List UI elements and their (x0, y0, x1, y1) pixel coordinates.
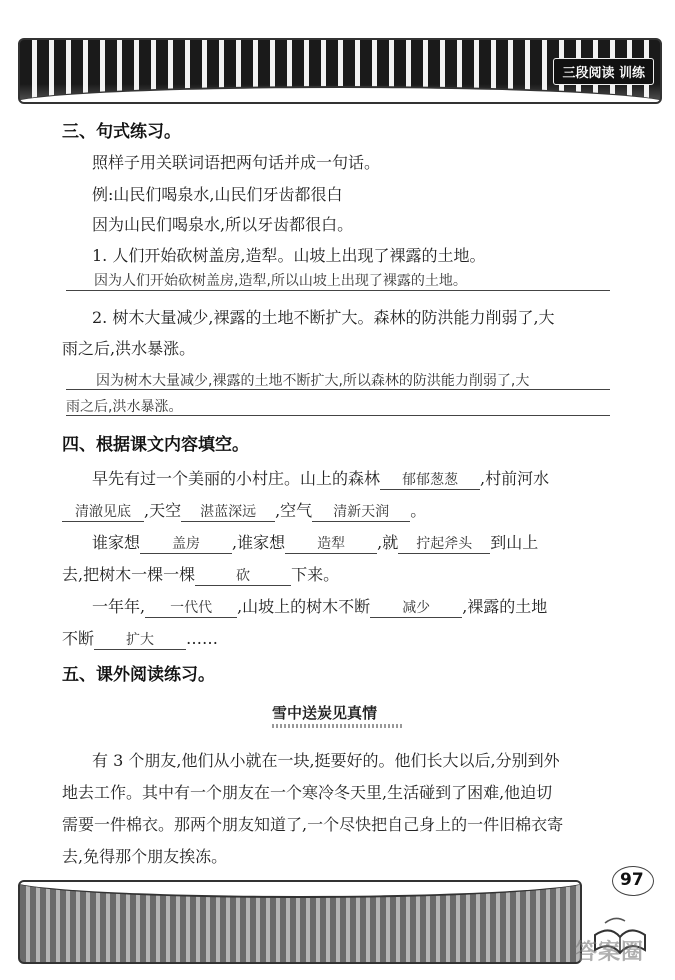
example-prompt: 例:山民们喝泉水,山民们牙齿都很白 (92, 185, 343, 204)
fill-blank-decrease: 减少 (370, 599, 462, 618)
fill-line-4 (62, 562, 339, 586)
fill-blank-axe: 拧起斧头 (398, 535, 490, 554)
fill-line-5 (92, 594, 547, 618)
fill-blank-plough: 造犁 (285, 535, 377, 554)
fill-text: 下来。 (291, 565, 340, 584)
section3-instruction: 照样子用关联词语把两句话并成一句话。 (92, 153, 381, 172)
answer-2-line1: 因为树木大量减少,裸露的土地不断扩大,所以森林的防洪能力削弱了,大 (96, 373, 530, 389)
fill-blank-expand: 扩大 (94, 631, 186, 650)
watermark-logo: 答案圈 (575, 940, 645, 965)
question-2-line1: 2. 树木大量减少,裸露的土地不断扩大。森林的防洪能力削弱了,大 (92, 308, 555, 327)
fill-text: 到山上 (490, 533, 539, 552)
passage-title-underline (272, 724, 402, 728)
answer-line (66, 389, 610, 390)
fill-text: ,空气 (275, 501, 313, 520)
fill-text: ,裸露的土地 (462, 597, 548, 616)
section3-title: 三、句式练习。 (62, 122, 181, 142)
fill-blank-river: 清澈见底 (62, 503, 144, 522)
fill-blank-sky: 湛蓝深远 (181, 503, 275, 522)
fill-blank-generations: 一代代 (145, 599, 237, 618)
question-2-line2: 雨之后,洪水暴涨。 (62, 339, 196, 358)
fill-text: 谁家想 (92, 533, 141, 552)
fill-text: 一年年, (92, 597, 146, 616)
footer-wave-decor (18, 880, 582, 898)
header-band (18, 38, 662, 104)
fill-text: ,山坡上的树木不断 (237, 597, 371, 616)
footer-band (18, 880, 582, 964)
passage-line: 需要一件棉衣。那两个朋友知道了,一个尽快把自己身上的一件旧棉衣寄 (62, 815, 564, 834)
section4-title: 四、根据课文内容填空。 (62, 435, 249, 455)
fill-line-1 (92, 466, 549, 490)
fill-blank-forest: 郁郁葱葱 (380, 471, 480, 490)
passage-line: 地去工作。其中有一个朋友在一个寒冷冬天里,生活碰到了困难,他迫切 (62, 783, 553, 802)
fill-text: …… (186, 629, 219, 648)
fill-text: ,村前河水 (480, 469, 550, 488)
series-label: 三段阅读 训练 (553, 58, 654, 85)
answer-2-line2: 雨之后,洪水暴涨。 (66, 399, 183, 415)
section5-title: 五、课外阅读练习。 (62, 665, 215, 685)
fill-text: ,谁家想 (232, 533, 286, 552)
fill-blank-cut: 砍 (195, 567, 291, 586)
example-answer: 因为山民们喝泉水,所以牙齿都很白。 (92, 215, 354, 234)
question-1: 1. 人们开始砍树盖房,造犁。山坡上出现了裸露的土地。 (92, 246, 486, 265)
passage-title: 雪中送炭见真情 (272, 704, 378, 722)
fill-text: 去,把树木一棵一棵 (62, 565, 196, 584)
answer-line (66, 415, 610, 416)
passage-line: 有 3 个朋友,他们从小就在一块,挺要好的。他们长大以后,分别到外 (92, 751, 560, 770)
fill-text: 。 (410, 501, 427, 520)
fill-text: ,就 (377, 533, 399, 552)
passage-line: 去,免得那个朋友挨冻。 (62, 847, 228, 866)
fill-blank-house: 盖房 (140, 535, 232, 554)
fill-line-2 (62, 498, 426, 522)
answer-1: 因为人们开始砍树盖房,造犁,所以山坡上出现了裸露的土地。 (94, 273, 467, 289)
fill-text: 早先有过一个美丽的小村庄。山上的森林 (92, 469, 381, 488)
fill-text: ,天空 (144, 501, 182, 520)
fill-text: 不断 (62, 629, 95, 648)
answer-line (66, 290, 610, 291)
fill-line-3 (92, 530, 538, 554)
page-number: 97 (620, 870, 644, 890)
fill-line-6 (62, 626, 218, 650)
fill-blank-air: 清新天润 (312, 503, 410, 522)
